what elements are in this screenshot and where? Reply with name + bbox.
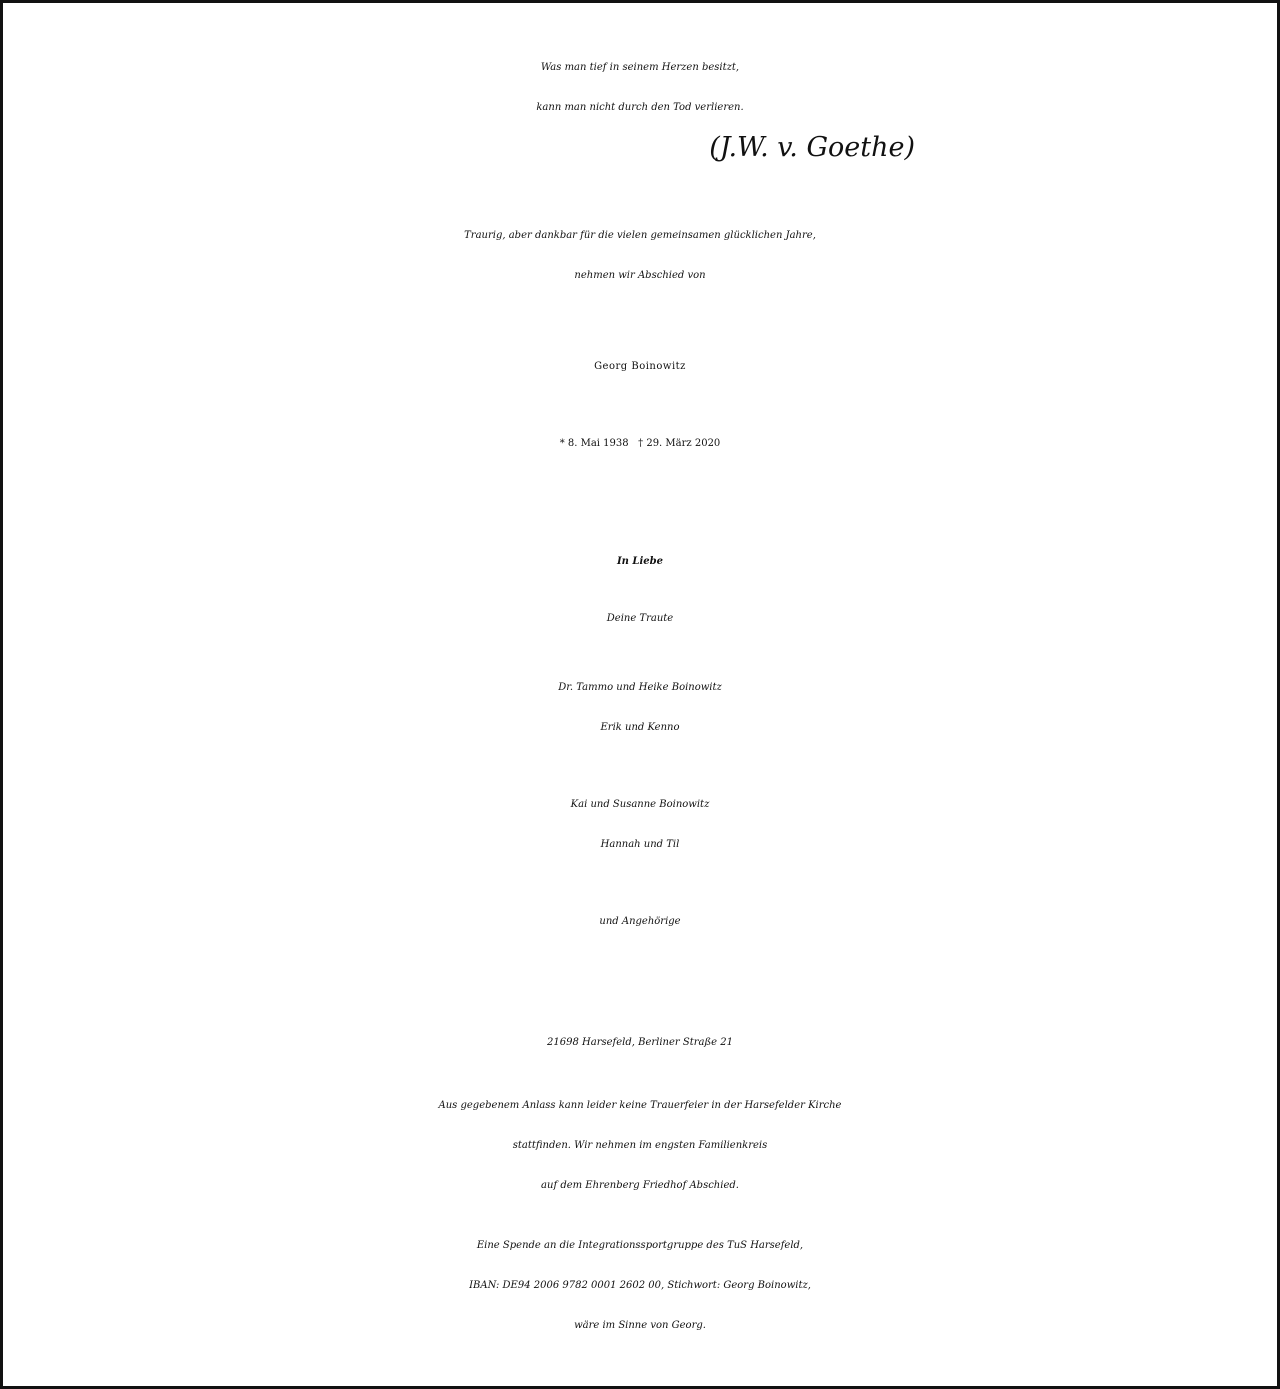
quote-line-2: kann man nicht durch den Tod verlieren. bbox=[536, 102, 744, 113]
donation-line: IBAN: DE94 2006 9782 0001 2602 00, Stichwort: Georg Boinowitz, bbox=[469, 1280, 811, 1291]
address: 21698 Harsefeld, Berliner Straße 21 bbox=[547, 1037, 733, 1048]
mourners-heading: In Liebe bbox=[617, 556, 663, 567]
life-dates: * 8. Mai 1938 † 29. März 2020 bbox=[559, 438, 721, 449]
quote-source: (J.W. v. Goethe) bbox=[709, 132, 915, 163]
mourner-line: Kai und Susanne Boinowitz bbox=[570, 799, 710, 810]
deceased-name: Georg Boinowitz bbox=[594, 361, 686, 372]
mourner-line: Erik und Kenno bbox=[600, 722, 680, 733]
notice-line: auf dem Ehrenberg Friedhof Abschied. bbox=[541, 1180, 739, 1191]
quote-line-1: Was man tief in seinem Herzen besitzt, bbox=[540, 62, 740, 73]
donation-line: wäre im Sinne von Georg. bbox=[574, 1320, 706, 1331]
mourner-line: und Angehörige bbox=[599, 916, 681, 927]
intro-line-1: Traurig, aber dankbar für die vielen gemeinsamen glücklichen Jahre, bbox=[464, 230, 816, 241]
donation-line: Eine Spende an die Integrationssportgruppe des TuS Harsefeld, bbox=[476, 1240, 804, 1251]
mourner-line: Deine Traute bbox=[606, 613, 674, 624]
intro-line-2: nehmen wir Abschied von bbox=[574, 270, 706, 281]
mourner-line: Dr. Tammo und Heike Boinowitz bbox=[558, 682, 722, 693]
mourner-line: Hannah und Til bbox=[600, 839, 680, 850]
notice-line: stattfinden. Wir nehmen im engsten Familienkreis bbox=[512, 1140, 768, 1151]
notice-line: Aus gegebenem Anlass kann leider keine Trauerfeier in der Harsefelder Kirche bbox=[438, 1100, 842, 1111]
